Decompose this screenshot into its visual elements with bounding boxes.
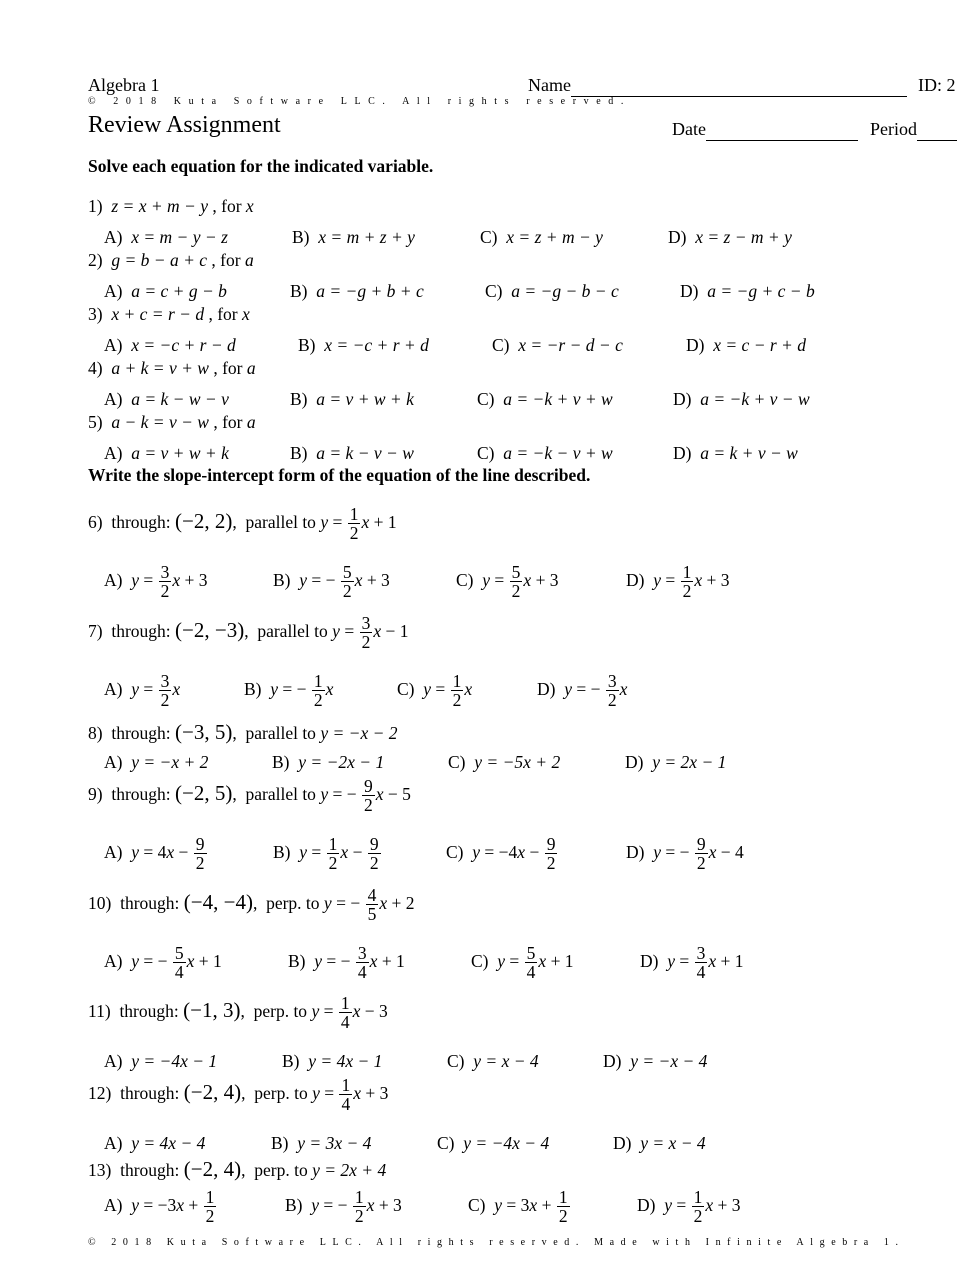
choice-2c[interactable]: C) a = −g − b − c: [485, 281, 619, 301]
choice-10d[interactable]: D) y = $\frac{3}{4}$ x + 1: [640, 943, 744, 983]
question-7: 7) through: (−2, −3), parallel to y = $\frac{3}{2}$ x − 1: [88, 613, 409, 653]
choice-11a[interactable]: A) y = −4x − 1: [104, 1051, 218, 1071]
choice-1d[interactable]: D) x = z − m + y: [668, 227, 792, 247]
choice-7c[interactable]: C) y = $\frac{1}{2}$ x: [397, 671, 473, 711]
name-blank[interactable]: [571, 75, 907, 97]
section-instructions-1: Solve each equation for the indicated variable.: [88, 156, 434, 176]
choice-7a[interactable]: A) y = $\frac{3}{2}$ x: [104, 671, 181, 711]
name-label: Name: [528, 75, 571, 95]
choice-6d[interactable]: D) y = $\frac{1}{2}$ x + 3: [626, 562, 730, 602]
question-5: 5) a − k = v − w , for a: [88, 412, 256, 432]
choice-10c[interactable]: C) y = $\frac{5}{4}$ x + 1: [471, 943, 574, 983]
question-2: 2) g = b − a + c , for a: [88, 250, 254, 270]
choice-1b[interactable]: B) x = m + z + y: [292, 227, 415, 247]
copyright-footer: © 2018 Kuta Software LLC. All rights reserved. Made with Infinite Algebra 1.: [88, 1237, 905, 1248]
choice-12a[interactable]: A) y = 4x − 4: [104, 1133, 206, 1153]
choice-8a[interactable]: A) y = −x + 2: [104, 752, 209, 772]
date-blank[interactable]: [706, 119, 858, 141]
page-title: Review Assignment: [88, 112, 281, 138]
choice-13a[interactable]: A) y = −3x + $\frac{1}{2}$: [104, 1187, 215, 1227]
question-1: 1) z = x + m − y , for x: [88, 196, 254, 216]
choice-4a[interactable]: A) a = k − w − v: [104, 389, 229, 409]
choice-13b[interactable]: B) y = − $\frac{1}{2}$ x + 3: [285, 1187, 402, 1227]
choice-13d[interactable]: D) y = $\frac{1}{2}$ x + 3: [637, 1187, 741, 1227]
choice-9a[interactable]: A) y = 4x − $\frac{9}{2}$: [104, 834, 205, 874]
choice-7b[interactable]: B) y = − $\frac{1}{2}$ x: [244, 671, 334, 711]
choice-6b[interactable]: B) y = − $\frac{5}{2}$ x + 3: [273, 562, 390, 602]
choice-8b[interactable]: B) y = −2x − 1: [272, 752, 385, 772]
choice-5b[interactable]: B) a = k − v − w: [290, 443, 414, 463]
choice-3b[interactable]: B) x = −c + r + d: [298, 335, 429, 355]
choice-4d[interactable]: D) a = −k + v − w: [673, 389, 810, 409]
choice-9b[interactable]: B) y = $\frac{1}{2}$ x − $\frac{9}{2}$: [273, 834, 379, 874]
question-9: 9) through: (−2, 5), parallel to y = − $\frac{9}{2}$ x − 5: [88, 776, 411, 816]
course-label: Algebra 1: [88, 75, 160, 95]
choice-7d[interactable]: D) y = − $\frac{3}{2}$ x: [537, 671, 628, 711]
section-instructions-2: Write the slope-intercept form of the equation of the line described.: [88, 465, 591, 485]
choice-9d[interactable]: D) y = − $\frac{9}{2}$ x − 4: [626, 834, 744, 874]
choice-2d[interactable]: D) a = −g + c − b: [680, 281, 815, 301]
choice-1a[interactable]: A) x = m − y − z: [104, 227, 228, 247]
choice-5d[interactable]: D) a = k + v − w: [673, 443, 798, 463]
choice-11c[interactable]: C) y = x − 4: [447, 1051, 539, 1071]
date-label: Date: [672, 119, 706, 139]
period-blank[interactable]: [917, 119, 957, 141]
question-11: 11) through: (−1, 3), perp. to y = $\frac{1}{4}$ x − 3: [88, 993, 388, 1033]
question-12: 12) through: (−2, 4), perp. to y = $\frac{1}{4}$ x + 3: [88, 1075, 389, 1115]
question-8: 8) through: (−3, 5), parallel to y = −x − 2: [88, 720, 398, 744]
choice-5c[interactable]: C) a = −k − v + w: [477, 443, 613, 463]
choice-4b[interactable]: B) a = v + w + k: [290, 389, 414, 409]
question-3: 3) x + c = r − d , for x: [88, 304, 250, 324]
choice-6c[interactable]: C) y = $\frac{5}{2}$ x + 3: [456, 562, 559, 602]
choice-9c[interactable]: C) y = −4x − $\frac{9}{2}$: [446, 834, 556, 874]
period-label: Period: [870, 119, 917, 139]
period-field[interactable]: [870, 119, 957, 141]
copyright-header: © 2018 Kuta Software LLC. All rights reserved.: [88, 96, 631, 107]
question-10: 10) through: (−4, −4), perp. to y = − $\frac{4}{5}$ x + 2: [88, 885, 415, 925]
choice-5a[interactable]: A) a = v + w + k: [104, 443, 229, 463]
choice-3a[interactable]: A) x = −c + r − d: [104, 335, 236, 355]
choice-12b[interactable]: B) y = 3x − 4: [271, 1133, 372, 1153]
choice-3d[interactable]: D) x = c − r + d: [686, 335, 806, 355]
choice-10a[interactable]: A) y = − $\frac{5}{4}$ x + 1: [104, 943, 222, 983]
choice-12d[interactable]: D) y = x − 4: [613, 1133, 706, 1153]
choice-2a[interactable]: A) a = c + g − b: [104, 281, 227, 301]
question-4: 4) a + k = v + w , for a: [88, 358, 256, 378]
choice-10b[interactable]: B) y = − $\frac{3}{4}$ x + 1: [288, 943, 405, 983]
choice-1c[interactable]: C) x = z + m − y: [480, 227, 603, 247]
name-field[interactable]: [528, 75, 907, 97]
date-field[interactable]: [672, 119, 858, 141]
choice-4c[interactable]: C) a = −k + v + w: [477, 389, 613, 409]
choice-2b[interactable]: B) a = −g + b + c: [290, 281, 424, 301]
choice-11d[interactable]: D) y = −x − 4: [603, 1051, 708, 1071]
choice-3c[interactable]: C) x = −r − d − c: [492, 335, 623, 355]
choice-12c[interactable]: C) y = −4x − 4: [437, 1133, 550, 1153]
id-label: ID: 2: [918, 75, 956, 95]
choice-8d[interactable]: D) y = 2x − 1: [625, 752, 727, 772]
question-6: 6) through: (−2, 2), parallel to y = $\frac{1}{2}$ x + 1: [88, 504, 397, 544]
choice-6a[interactable]: A) y = $\frac{3}{2}$ x + 3: [104, 562, 208, 602]
choice-11b[interactable]: B) y = 4x − 1: [282, 1051, 383, 1071]
choice-13c[interactable]: C) y = 3x + $\frac{1}{2}$: [468, 1187, 568, 1227]
question-13: 13) through: (−2, 4), perp. to y = 2x + 4: [88, 1157, 387, 1181]
choice-8c[interactable]: C) y = −5x + 2: [448, 752, 561, 772]
